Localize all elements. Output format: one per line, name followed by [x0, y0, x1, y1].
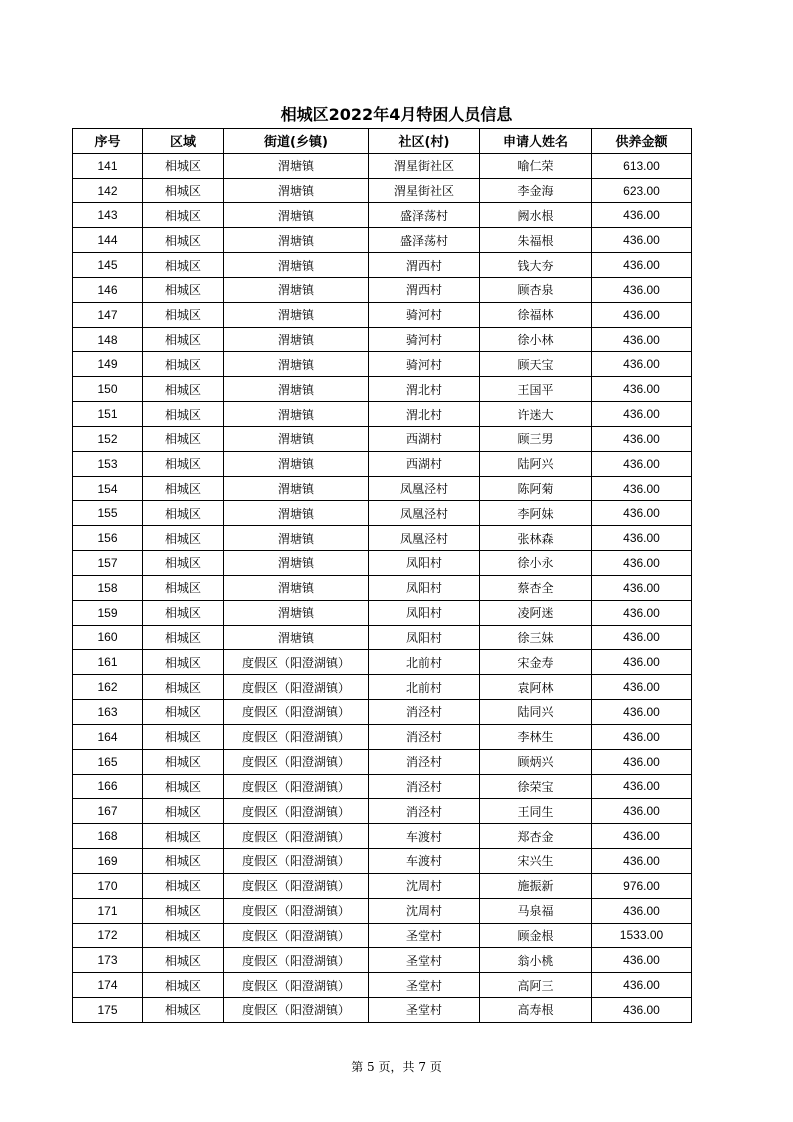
table-row	[73, 352, 692, 377]
cell-region: 相城区	[143, 426, 224, 451]
cell-street: 渭塘镇	[224, 426, 369, 451]
cell-applicant: 陆阿兴	[480, 451, 592, 476]
cell-applicant: 张林森	[480, 526, 592, 551]
cell-street: 渭塘镇	[224, 377, 369, 402]
cell-region: 相城区	[143, 526, 224, 551]
cell-applicant: 王同生	[480, 799, 592, 824]
cell-amount: 436.00	[592, 228, 692, 253]
cell-applicant: 陆同兴	[480, 700, 592, 725]
table-row	[73, 426, 692, 451]
cell-community: 北前村	[369, 650, 480, 675]
table-row	[73, 923, 692, 948]
table-row	[73, 824, 692, 849]
cell-amount: 613.00	[592, 153, 692, 178]
cell-community: 盛泽荡村	[369, 228, 480, 253]
cell-serial: 164	[73, 724, 143, 749]
cell-community: 骑河村	[369, 352, 480, 377]
cell-amount: 436.00	[592, 675, 692, 700]
cell-community: 圣堂村	[369, 923, 480, 948]
cell-street: 度假区（阳澄湖镇）	[224, 724, 369, 749]
cell-street: 渭塘镇	[224, 551, 369, 576]
cell-applicant: 马泉福	[480, 898, 592, 923]
cell-serial: 173	[73, 948, 143, 973]
page-footer: 第 5 页，共 7 页	[351, 1060, 442, 1074]
cell-applicant: 高阿三	[480, 973, 592, 998]
table-row	[73, 774, 692, 799]
table-row	[73, 675, 692, 700]
cell-amount: 976.00	[592, 873, 692, 898]
cell-serial: 166	[73, 774, 143, 799]
cell-applicant: 喻仁荣	[480, 153, 592, 178]
cell-region: 相城区	[143, 551, 224, 576]
cell-applicant: 阙水根	[480, 203, 592, 228]
cell-amount: 436.00	[592, 377, 692, 402]
cell-street: 度假区（阳澄湖镇）	[224, 824, 369, 849]
cell-applicant: 徐小永	[480, 551, 592, 576]
table-row	[73, 600, 692, 625]
cell-region: 相城区	[143, 327, 224, 352]
table-row	[73, 799, 692, 824]
cell-region: 相城区	[143, 650, 224, 675]
cell-region: 相城区	[143, 203, 224, 228]
cell-community: 圣堂村	[369, 973, 480, 998]
cell-applicant: 顾三男	[480, 426, 592, 451]
cell-serial: 155	[73, 501, 143, 526]
cell-region: 相城区	[143, 402, 224, 427]
cell-community: 凤凰泾村	[369, 476, 480, 501]
cell-serial: 159	[73, 600, 143, 625]
table-row	[73, 575, 692, 600]
cell-amount: 436.00	[592, 700, 692, 725]
cell-street: 渭塘镇	[224, 302, 369, 327]
cell-applicant: 顾杏泉	[480, 277, 592, 302]
cell-community: 凤阳村	[369, 575, 480, 600]
table-row	[73, 551, 692, 576]
page-title: 相城区2022年4月特困人员信息	[280, 105, 513, 124]
cell-region: 相城区	[143, 451, 224, 476]
cell-serial: 146	[73, 277, 143, 302]
cell-serial: 149	[73, 352, 143, 377]
cell-region: 相城区	[143, 724, 224, 749]
cell-serial: 170	[73, 873, 143, 898]
table-row	[73, 948, 692, 973]
cell-region: 相城区	[143, 253, 224, 278]
cell-serial: 171	[73, 898, 143, 923]
cell-serial: 172	[73, 923, 143, 948]
cell-community: 渭西村	[369, 253, 480, 278]
table-row	[73, 749, 692, 774]
cell-amount: 436.00	[592, 526, 692, 551]
cell-street: 度假区（阳澄湖镇）	[224, 923, 369, 948]
table-row	[73, 402, 692, 427]
cell-applicant: 王国平	[480, 377, 592, 402]
cell-street: 渭塘镇	[224, 203, 369, 228]
cell-applicant: 陈阿菊	[480, 476, 592, 501]
table-row	[73, 451, 692, 476]
header-applicant: 申请人姓名	[480, 129, 592, 154]
cell-serial: 142	[73, 178, 143, 203]
cell-community: 凤凰泾村	[369, 501, 480, 526]
cell-applicant: 顾天宝	[480, 352, 592, 377]
cell-region: 相城区	[143, 675, 224, 700]
cell-community: 渭星街社区	[369, 153, 480, 178]
cell-street: 度假区（阳澄湖镇）	[224, 749, 369, 774]
cell-serial: 154	[73, 476, 143, 501]
cell-community: 消泾村	[369, 700, 480, 725]
table-row	[73, 253, 692, 278]
cell-community: 消泾村	[369, 799, 480, 824]
cell-applicant: 蔡杏全	[480, 575, 592, 600]
header-region: 区域	[143, 129, 224, 154]
cell-serial: 163	[73, 700, 143, 725]
cell-serial: 168	[73, 824, 143, 849]
cell-community: 车渡村	[369, 849, 480, 874]
cell-community: 消泾村	[369, 749, 480, 774]
cell-region: 相城区	[143, 700, 224, 725]
cell-amount: 436.00	[592, 948, 692, 973]
table-row	[73, 203, 692, 228]
cell-serial: 143	[73, 203, 143, 228]
cell-street: 度假区（阳澄湖镇）	[224, 774, 369, 799]
table-row	[73, 724, 692, 749]
table-row	[73, 327, 692, 352]
cell-applicant: 宋兴生	[480, 849, 592, 874]
table-row	[73, 898, 692, 923]
cell-street: 渭塘镇	[224, 600, 369, 625]
table-row	[73, 873, 692, 898]
cell-region: 相城区	[143, 302, 224, 327]
cell-amount: 436.00	[592, 724, 692, 749]
cell-community: 西湖村	[369, 426, 480, 451]
table-row	[73, 849, 692, 874]
cell-street: 度假区（阳澄湖镇）	[224, 650, 369, 675]
header-community: 社区(村)	[369, 129, 480, 154]
cell-applicant: 郑杏金	[480, 824, 592, 849]
cell-street: 度假区（阳澄湖镇）	[224, 873, 369, 898]
cell-region: 相城区	[143, 600, 224, 625]
cell-amount: 436.00	[592, 600, 692, 625]
cell-street: 渭塘镇	[224, 476, 369, 501]
table-row	[73, 302, 692, 327]
cell-street: 渭塘镇	[224, 526, 369, 551]
cell-region: 相城区	[143, 923, 224, 948]
cell-applicant: 顾金根	[480, 923, 592, 948]
cell-amount: 436.00	[592, 551, 692, 576]
cell-serial: 165	[73, 749, 143, 774]
cell-community: 凤阳村	[369, 625, 480, 650]
table-body	[73, 153, 692, 1022]
cell-street: 渭塘镇	[224, 501, 369, 526]
cell-region: 相城区	[143, 228, 224, 253]
cell-community: 凤凰泾村	[369, 526, 480, 551]
cell-community: 渭北村	[369, 402, 480, 427]
cell-amount: 436.00	[592, 302, 692, 327]
header-street: 街道(乡镇)	[224, 129, 369, 154]
cell-amount: 436.00	[592, 625, 692, 650]
cell-street: 渭塘镇	[224, 277, 369, 302]
cell-region: 相城区	[143, 277, 224, 302]
cell-serial: 151	[73, 402, 143, 427]
cell-community: 西湖村	[369, 451, 480, 476]
cell-street: 度假区（阳澄湖镇）	[224, 973, 369, 998]
cell-serial: 148	[73, 327, 143, 352]
cell-applicant: 凌阿迷	[480, 600, 592, 625]
cell-applicant: 李阿妹	[480, 501, 592, 526]
cell-amount: 436.00	[592, 774, 692, 799]
cell-street: 渭塘镇	[224, 402, 369, 427]
cell-amount: 436.00	[592, 253, 692, 278]
cell-region: 相城区	[143, 824, 224, 849]
cell-amount: 436.00	[592, 824, 692, 849]
cell-applicant: 施振新	[480, 873, 592, 898]
cell-applicant: 顾炳兴	[480, 749, 592, 774]
cell-applicant: 袁阿林	[480, 675, 592, 700]
cell-street: 度假区（阳澄湖镇）	[224, 898, 369, 923]
table-row	[73, 650, 692, 675]
cell-street: 度假区（阳澄湖镇）	[224, 997, 369, 1022]
cell-region: 相城区	[143, 997, 224, 1022]
cell-community: 渭北村	[369, 377, 480, 402]
header-amount: 供养金额	[592, 129, 692, 154]
cell-street: 度假区（阳澄湖镇）	[224, 948, 369, 973]
table-row	[73, 377, 692, 402]
cell-community: 圣堂村	[369, 948, 480, 973]
cell-serial: 153	[73, 451, 143, 476]
cell-serial: 141	[73, 153, 143, 178]
cell-community: 沈周村	[369, 898, 480, 923]
cell-community: 骑河村	[369, 327, 480, 352]
table-row	[73, 476, 692, 501]
cell-street: 渭塘镇	[224, 228, 369, 253]
cell-street: 度假区（阳澄湖镇）	[224, 849, 369, 874]
cell-amount: 436.00	[592, 203, 692, 228]
cell-community: 车渡村	[369, 824, 480, 849]
table-row	[73, 625, 692, 650]
cell-amount: 436.00	[592, 402, 692, 427]
cell-street: 渭塘镇	[224, 575, 369, 600]
cell-serial: 158	[73, 575, 143, 600]
cell-serial: 150	[73, 377, 143, 402]
cell-amount: 1533.00	[592, 923, 692, 948]
cell-amount: 436.00	[592, 749, 692, 774]
cell-serial: 160	[73, 625, 143, 650]
cell-street: 渭塘镇	[224, 352, 369, 377]
cell-serial: 161	[73, 650, 143, 675]
cell-community: 北前村	[369, 675, 480, 700]
cell-amount: 436.00	[592, 352, 692, 377]
cell-applicant: 翁小桃	[480, 948, 592, 973]
cell-region: 相城区	[143, 476, 224, 501]
cell-region: 相城区	[143, 774, 224, 799]
cell-serial: 147	[73, 302, 143, 327]
table-row	[73, 997, 692, 1022]
data-table	[72, 128, 692, 1023]
cell-amount: 436.00	[592, 898, 692, 923]
cell-amount: 436.00	[592, 799, 692, 824]
cell-region: 相城区	[143, 948, 224, 973]
cell-amount: 436.00	[592, 426, 692, 451]
cell-street: 渭塘镇	[224, 253, 369, 278]
cell-serial: 157	[73, 551, 143, 576]
cell-street: 渭塘镇	[224, 153, 369, 178]
cell-amount: 436.00	[592, 476, 692, 501]
cell-community: 渭星街社区	[369, 178, 480, 203]
cell-amount: 436.00	[592, 501, 692, 526]
cell-serial: 152	[73, 426, 143, 451]
cell-amount: 436.00	[592, 997, 692, 1022]
cell-serial: 175	[73, 997, 143, 1022]
cell-region: 相城区	[143, 625, 224, 650]
cell-region: 相城区	[143, 799, 224, 824]
cell-amount: 436.00	[592, 277, 692, 302]
cell-region: 相城区	[143, 575, 224, 600]
cell-region: 相城区	[143, 973, 224, 998]
table-row	[73, 501, 692, 526]
cell-amount: 623.00	[592, 178, 692, 203]
cell-community: 凤阳村	[369, 600, 480, 625]
cell-amount: 436.00	[592, 451, 692, 476]
cell-region: 相城区	[143, 501, 224, 526]
cell-applicant: 李林生	[480, 724, 592, 749]
table-row	[73, 700, 692, 725]
cell-serial: 169	[73, 849, 143, 874]
cell-applicant: 徐小林	[480, 327, 592, 352]
cell-amount: 436.00	[592, 575, 692, 600]
cell-region: 相城区	[143, 153, 224, 178]
cell-amount: 436.00	[592, 650, 692, 675]
cell-applicant: 宋金寿	[480, 650, 592, 675]
cell-street: 渭塘镇	[224, 178, 369, 203]
cell-street: 度假区（阳澄湖镇）	[224, 700, 369, 725]
cell-amount: 436.00	[592, 327, 692, 352]
cell-applicant: 钱大夯	[480, 253, 592, 278]
cell-applicant: 徐福林	[480, 302, 592, 327]
cell-serial: 144	[73, 228, 143, 253]
cell-region: 相城区	[143, 749, 224, 774]
cell-serial: 174	[73, 973, 143, 998]
table-row	[73, 228, 692, 253]
cell-community: 骑河村	[369, 302, 480, 327]
cell-region: 相城区	[143, 849, 224, 874]
cell-community: 渭西村	[369, 277, 480, 302]
cell-street: 度假区（阳澄湖镇）	[224, 799, 369, 824]
cell-region: 相城区	[143, 873, 224, 898]
header-serial: 序号	[73, 129, 143, 154]
cell-serial: 156	[73, 526, 143, 551]
cell-region: 相城区	[143, 377, 224, 402]
cell-community: 凤阳村	[369, 551, 480, 576]
cell-applicant: 李金海	[480, 178, 592, 203]
cell-street: 渭塘镇	[224, 625, 369, 650]
cell-region: 相城区	[143, 352, 224, 377]
table-header-row	[73, 129, 692, 154]
cell-amount: 436.00	[592, 849, 692, 874]
table-row	[73, 973, 692, 998]
cell-street: 渭塘镇	[224, 451, 369, 476]
cell-street: 渭塘镇	[224, 327, 369, 352]
cell-amount: 436.00	[592, 973, 692, 998]
cell-applicant: 朱福根	[480, 228, 592, 253]
cell-region: 相城区	[143, 178, 224, 203]
cell-serial: 167	[73, 799, 143, 824]
cell-applicant: 高寿根	[480, 997, 592, 1022]
cell-applicant: 许迷大	[480, 402, 592, 427]
cell-community: 沈周村	[369, 873, 480, 898]
cell-community: 消泾村	[369, 724, 480, 749]
table-row	[73, 153, 692, 178]
table-row	[73, 178, 692, 203]
table-row	[73, 526, 692, 551]
cell-serial: 145	[73, 253, 143, 278]
cell-region: 相城区	[143, 898, 224, 923]
cell-street: 度假区（阳澄湖镇）	[224, 675, 369, 700]
cell-community: 消泾村	[369, 774, 480, 799]
table-row	[73, 277, 692, 302]
cell-community: 盛泽荡村	[369, 203, 480, 228]
cell-applicant: 徐三妹	[480, 625, 592, 650]
cell-applicant: 徐荣宝	[480, 774, 592, 799]
cell-serial: 162	[73, 675, 143, 700]
cell-community: 圣堂村	[369, 997, 480, 1022]
